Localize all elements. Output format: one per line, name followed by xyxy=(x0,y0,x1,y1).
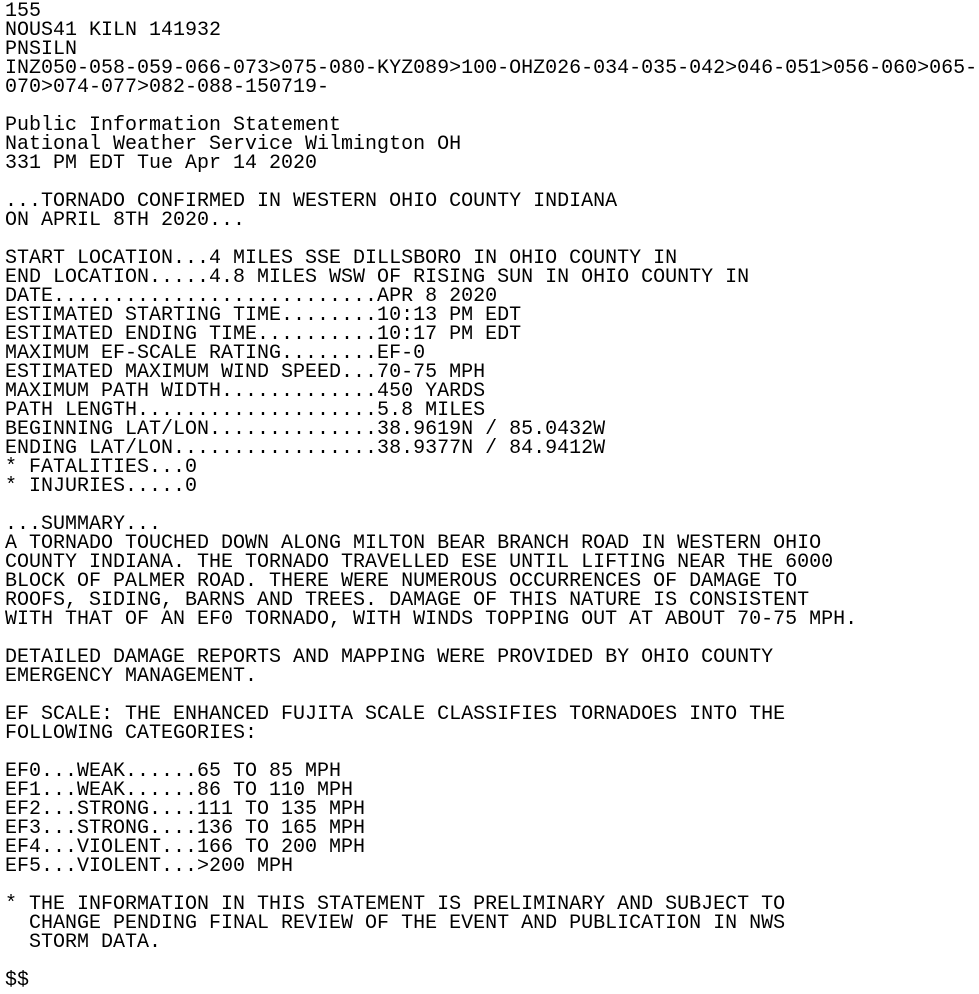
disclaimer-text: CHANGE PENDING FINAL REVIEW OF THE EVENT AND PUBLICATION IN NWS xyxy=(5,912,786,935)
detail-fatalities: * FATALITIES...0 xyxy=(5,456,198,479)
sequence-number: 155 xyxy=(5,0,42,23)
summary-text: COUNTY INDIANA. THE TORNADO TRAVELLED ESE UNTIL LIFTING NEAR THE 6000 xyxy=(5,551,834,574)
detail-end-location: END LOCATION.....4.8 MILES WSW OF RISING SUN IN OHIO COUNTY IN xyxy=(5,266,750,289)
disclaimer-text: STORM DATA. xyxy=(5,931,162,954)
detail-end-latlon: ENDING LAT/LON.................38.9377N / 84.9412W xyxy=(5,437,606,460)
headline: ...TORNADO CONFIRMED IN WESTERN OHIO COUNTY INDIANA xyxy=(5,190,618,213)
issuance-time: 331 PM EDT Tue Apr 14 2020 xyxy=(5,152,318,175)
end-of-product-marker: $$ xyxy=(5,969,30,992)
ef-scale-row: EF1...WEAK......86 TO 110 MPH xyxy=(5,779,354,802)
issuing-office: National Weather Service Wilmington OH xyxy=(5,133,462,156)
summary-heading: ...SUMMARY... xyxy=(5,513,162,536)
summary-text: A TORNADO TOUCHED DOWN ALONG MILTON BEAR BRANCH ROAD IN WESTERN OHIO xyxy=(5,532,822,555)
ef-scale-row: EF4...VIOLENT...166 TO 200 MPH xyxy=(5,836,366,859)
ugc-zones-line: 070>074-077>082-088-150719- xyxy=(5,76,330,99)
summary-text: BLOCK OF PALMER ROAD. THERE WERE NUMEROUS OCCURRENCES OF DAMAGE TO xyxy=(5,570,798,593)
detail-path-width: MAXIMUM PATH WIDTH.............450 YARDS xyxy=(5,380,486,403)
detail-ef-rating: MAXIMUM EF-SCALE RATING........EF-0 xyxy=(5,342,426,365)
ef-scale-row: EF5...VIOLENT...>200 MPH xyxy=(5,855,294,878)
detail-date: DATE...........................APR 8 2020 xyxy=(5,285,498,308)
summary-text: ROOFS, SIDING, BARNS AND TREES. DAMAGE OF THIS NATURE IS CONSISTENT xyxy=(5,589,810,612)
awips-id: PNSILN xyxy=(5,38,78,61)
ugc-zones-line: INZ050-058-059-066-073>075-080-KYZ089>100-OHZ026-034-035-042>046-051>056-060>065- xyxy=(5,57,978,80)
product-title: Public Information Statement xyxy=(5,114,342,137)
detail-end-time: ESTIMATED ENDING TIME..........10:17 PM EDT xyxy=(5,323,522,346)
blank-line xyxy=(5,952,979,971)
wmo-header: NOUS41 KILN 141932 xyxy=(5,19,222,42)
summary-text: WITH THAT OF AN EF0 TORNADO, WITH WINDS TOPPING OUT AT ABOUT 70-75 MPH. xyxy=(5,608,858,631)
ef-scale-row: EF3...STRONG....136 TO 165 MPH xyxy=(5,817,366,840)
headline: ON APRIL 8TH 2020... xyxy=(5,209,246,232)
detail-start-time: ESTIMATED STARTING TIME........10:13 PM EDT xyxy=(5,304,522,327)
detail-begin-latlon: BEGINNING LAT/LON..............38.9619N / 85.0432W xyxy=(5,418,606,441)
ef-scale-row: EF2...STRONG....111 TO 135 MPH xyxy=(5,798,366,821)
credits-text: EMERGENCY MANAGEMENT. xyxy=(5,665,258,688)
disclaimer-text: * THE INFORMATION IN THIS STATEMENT IS PRELIMINARY AND SUBJECT TO xyxy=(5,893,786,916)
detail-path-length: PATH LENGTH....................5.8 MILES xyxy=(5,399,486,422)
detail-wind-speed: ESTIMATED MAXIMUM WIND SPEED...70-75 MPH xyxy=(5,361,486,384)
ef-scale-intro: EF SCALE: THE ENHANCED FUJITA SCALE CLASSIFIES TORNADOES INTO THE xyxy=(5,703,786,726)
ef-scale-row: EF0...WEAK......65 TO 85 MPH xyxy=(5,760,342,783)
detail-start-location: START LOCATION...4 MILES SSE DILLSBORO IN OHIO COUNTY IN xyxy=(5,247,678,270)
ef-scale-intro: FOLLOWING CATEGORIES: xyxy=(5,722,258,745)
credits-text: DETAILED DAMAGE REPORTS AND MAPPING WERE PROVIDED BY OHIO COUNTY xyxy=(5,646,774,669)
detail-injuries: * INJURIES.....0 xyxy=(5,475,198,498)
